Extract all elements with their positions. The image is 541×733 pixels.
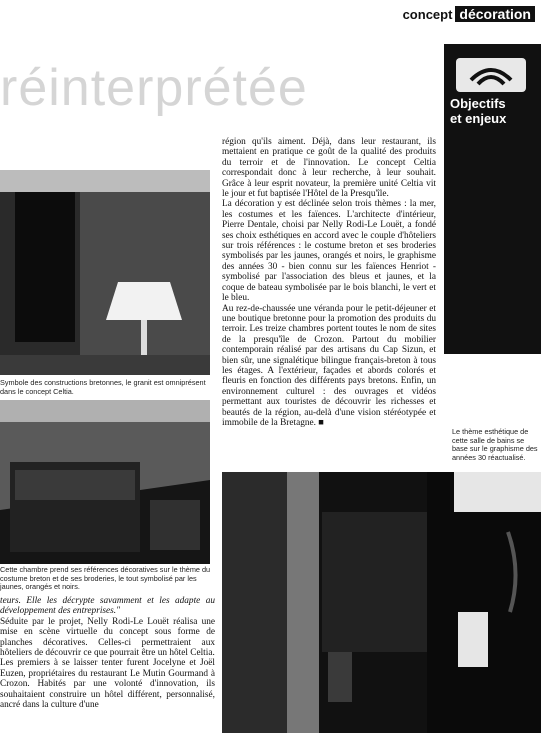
headline-fragment: réinterprétée bbox=[0, 59, 308, 117]
section-tag bbox=[403, 6, 535, 22]
photo-bathroom bbox=[222, 472, 541, 733]
photo-caption: Le thème esthétique de cette salle de bains se base sur le graphisme des années 30 réactualisé. bbox=[452, 427, 538, 462]
article-paragraph: Séduite par le projet, Nelly Rodi-Le Louët réalisa une mise en scène virtuelle du concept sous forme de planches décoratives. Celles-ci permettraient aux hôteliers de découvrir ce que pourrait être un hôtel Celtia. bbox=[0, 616, 215, 659]
section-category: concept bbox=[402, 6, 453, 22]
article-lede: teurs. Elle les décrypte savamment et les adapte au développement des entreprises." bbox=[0, 596, 215, 617]
section-subcategory: décoration bbox=[455, 6, 535, 22]
wifi-waves-icon bbox=[456, 58, 526, 92]
article-paragraph: région qu'ils aiment. Déjà, dans leur restaurant, ils mettaient en pratique ce goût de la qualité des produits du terroir et de l'innovation. Le concept Celtia correspondait donc à leur recherche, à leur souhait. Grâce à leur esprit novateur, la première unité Celtia vit le jour et fut baptisée l'Hôtel de la Presqu'île. bbox=[222, 137, 436, 200]
article-paragraph: Au rez-de-chaussée une véranda pour le petit-déjeuner et une boutique bretonne pour la promotion des produits du terroir. Les treize chambres portent toutes le nom de sites de la presqu'île de Crozon. Partout du mobilier contemporain réalisé par des artisans du Cap Sizun, et bien sûr, une signalétique bilingue français-breton à tous les étages. A l'extérieur, façades et abords colorés et fleuris en fonction des différents pays bretons. Enfin, un environnement culturel : des ouvrages et vidéos permettant aux touristes de découvrir les richesses et beautés de la région, au-delà d'une vision stéréotypée et immobile de la Bretagne. ■ bbox=[222, 303, 436, 428]
article-paragraph: Les premiers à se laisser tenter furent Jocelyne et Joël Euzen, propriétaires du restaurant Le Mutin Gourmand à Crozon. Habités par une volonté d'innovation, ils souhaitaient construire un hôtel différent, personnalisé, ancré dans la culture d'une bbox=[0, 658, 215, 711]
sidebar-title: Objectifs et enjeux bbox=[450, 96, 507, 126]
article-paragraph: La décoration y est déclinée selon trois thèmes : la mer, les costumes et les faïences. L'architecte d'intérieur, Pierre Dentale, choisi par Nelly Rodi-Le Louët, a fondé ses choix esthétiques en accord avec le couple d'hôteliers sur trois références : le costume breton et ses broderies symbolisés par les jaunes, orangés et noirs, le graphisme des années 30 - bien connu sur les faïences Henriot - symbolisé par l'association des bleus et jaunes, et la coque de bateau symbolisée par le bois blanchi, le vert et le bleu. bbox=[222, 199, 436, 304]
article-continuation bbox=[0, 596, 215, 710]
photo-caption: Symbole des constructions bretonnes, le granit est omniprésent dans le concept Celtia. bbox=[0, 378, 206, 396]
photo-bedroom-bed bbox=[0, 400, 210, 564]
article-body bbox=[222, 137, 436, 428]
photo-bedroom-lamp bbox=[0, 170, 210, 375]
photo-caption: Cette chambre prend ses références décoratives sur le thème du costume breton et de ses broderies, le tout symbolisé par les jaunes, orangés et noirs. bbox=[0, 565, 211, 592]
